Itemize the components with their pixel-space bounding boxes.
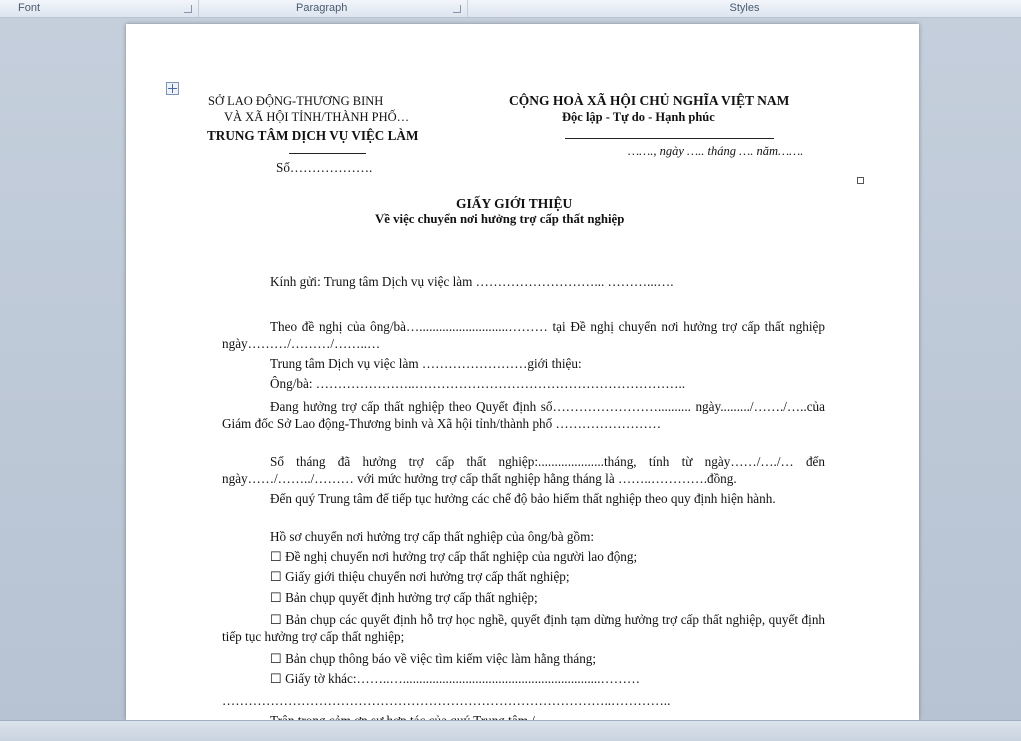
ribbon-group-labels [0, 0, 1021, 18]
ribbon-group-paragraph [199, 0, 468, 17]
motto-underline [565, 138, 774, 139]
document-workspace[interactable] [0, 18, 1021, 720]
ribbon-group-styles-label: Styles [729, 2, 760, 14]
paragraph-dialog-launcher-icon[interactable] [453, 5, 461, 13]
document-date: ……., ngày ….. tháng …. năm……. [628, 144, 804, 158]
font-dialog-launcher-icon[interactable] [184, 5, 192, 13]
checklist-item-5: ☐ Bản chụp thông báo về việc tìm kiếm việc làm hằng tháng; [270, 651, 597, 666]
checklist-item-1: ☐ Đề nghị chuyển nơi hưởng trợ cấp thất nghiệp của người lao động; [270, 549, 638, 564]
status-bar [0, 720, 1021, 741]
document-number: Số………………. [276, 160, 373, 175]
paragraph-introduce: Trung tâm Dịch vụ việc làm ……………………giới thiệu: [270, 356, 582, 371]
ribbon-group-paragraph-label: Paragraph [296, 2, 348, 14]
checklist-item-4: ☐ Bản chụp các quyết định hỗ trợ học nghề, quyết định tạm dừng hưởng trợ cấp thất nghiệp, quyết định tiếp tục hưởng trợ cấp thất nghiệp; [222, 612, 825, 644]
recipient-line: Kính gửi: Trung tâm Dịch vụ việc làm ………………………... ………...…. [270, 274, 674, 289]
org-line-2: VÀ XÃ HỘI TỈNH/THÀNH PHỐ… [224, 110, 410, 124]
dotted-line: ……………………………………………………………………………..………….. [222, 693, 671, 708]
org-line-1: SỞ LAO ĐỘNG-THƯƠNG BINH [208, 94, 384, 108]
org-line-3: TRUNG TÂM DỊCH VỤ VIỆC LÀM [207, 128, 419, 143]
end-of-cell-mark [857, 177, 864, 184]
motto: Độc lập - Tự do - Hạnh phúc [562, 110, 715, 124]
paragraph-continue: Đến quý Trung tâm để tiếp tục hưởng các chế độ bảo hiểm thất nghiệp theo quy định hiện hành. [270, 491, 776, 506]
document-subtitle: Về việc chuyển nơi hưởng trợ cấp thất nghiệp [375, 212, 625, 226]
nation-header: CỘNG HOÀ XÃ HỘI CHỦ NGHĨA VIỆT NAM [509, 93, 790, 108]
paragraph-months: Số tháng đã hưởng trợ cấp thất nghiệp:....................tháng, tính từ ngày……/…./… đến ngày……/……../……… với mức hưởng trợ cấp thất nghiệp hằng tháng là ……..………….đồng. [222, 454, 825, 486]
checklist-item-2: ☐ Giấy giới thiệu chuyển nơi hưởng trợ cấp thất nghiệp; [270, 569, 570, 584]
document-title: GIẤY GIỚI THIỆU [456, 196, 573, 211]
ribbon-group-font [0, 0, 199, 17]
table-move-handle-icon[interactable] [166, 82, 179, 95]
checklist-item-3: ☐ Bản chụp quyết định hưởng trợ cấp thất nghiệp; [270, 590, 538, 605]
org-underline [289, 153, 366, 154]
ribbon-group-font-label: Font [18, 2, 41, 14]
paragraph-decision: Đang hưởng trợ cấp thất nghiệp theo Quyết định số…………………….......... ngày........./……./…..của Giám đốc Sở Lao động-Thương binh và Xã hội tỉnh/thành phố …………………… [222, 399, 825, 431]
paragraph-person: Ông/bà: …………………..…………………………………………………….. [270, 376, 686, 391]
ribbon-group-styles [468, 0, 1021, 17]
document-page[interactable] [126, 24, 919, 720]
paragraph-dossier: Hồ sơ chuyển nơi hưởng trợ cấp thất nghiệp của ông/bà gồm: [270, 529, 595, 544]
checklist-item-6: ☐ Giấy tờ khác:……..…............................................................……… [270, 671, 641, 686]
paragraph-request: Theo đề nghị của ông/bà…...........................……… tại Đề nghị chuyển nơi hưởng trợ cấp thất nghiệp ngày………/………/……..… [222, 319, 825, 351]
